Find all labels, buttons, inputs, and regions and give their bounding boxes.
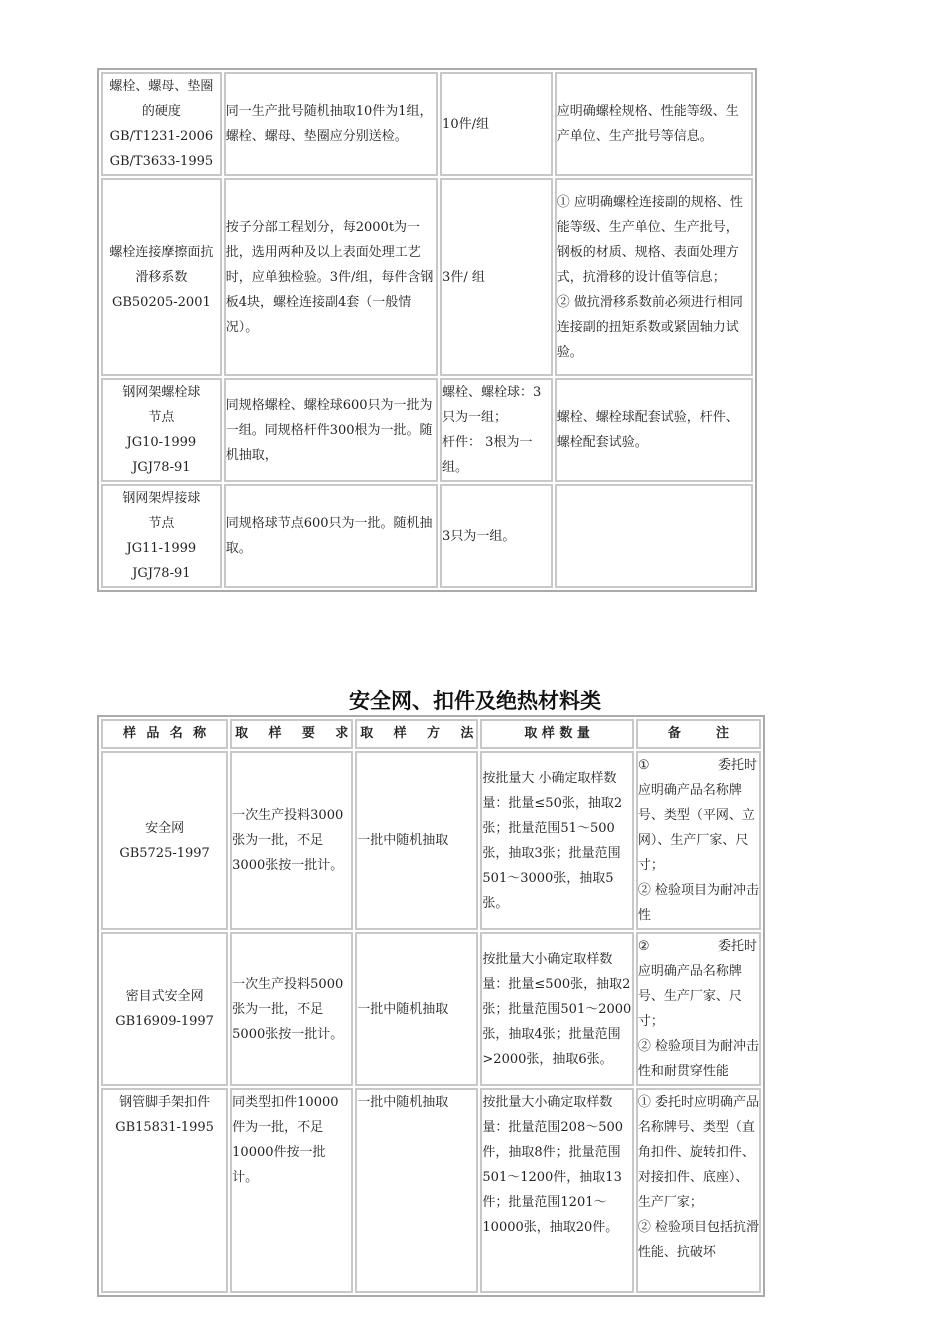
sample-name-line: 的硬度 bbox=[141, 104, 181, 119]
quantity-cell: 10件/组 bbox=[440, 72, 553, 176]
standard-code: GB/T1231-2006 bbox=[109, 129, 214, 144]
table-row bbox=[101, 178, 753, 376]
table-row bbox=[101, 1088, 761, 1293]
standard-code: JGJ78-91 bbox=[132, 460, 191, 475]
method-cell: 一批中随机抽取 bbox=[355, 1088, 478, 1293]
safety-net-table bbox=[97, 715, 765, 1297]
requirement-cell: 同规格螺栓、螺栓球600只为一批为一组。同规格杆件300根为一批。随机抽取， bbox=[224, 378, 438, 482]
quantity-cell: 按批量大 小确定取样数量：批量≤50张，抽取2张；批量范围51～500张，抽取3张；批量范围501～3000张，抽取5张。 bbox=[480, 751, 633, 930]
requirement-cell: 同规格球节点600只为一批。随机抽取。 bbox=[224, 484, 438, 588]
requirement-cell: 按子分部工程划分，每2000t为一批，选用两种及以上表面处理工艺时，应单独检验。3件/组，每件含钢板4块，螺栓连接副4套（一般情况）。 bbox=[224, 178, 438, 376]
sample-name-line: 钢管脚手架扣件 bbox=[119, 1095, 211, 1110]
quantity-cell: 3件/ 组 bbox=[440, 178, 553, 376]
sample-name-cell bbox=[101, 932, 228, 1086]
quantity-cell: 按批量大小确定取样数量：批量≤500张，抽取2张；批量范围501～2000张，抽取4张；批量范围>2000张，抽取6张。 bbox=[480, 932, 633, 1086]
standard-code: GB16909-1997 bbox=[115, 1014, 214, 1029]
requirement-cell: 同类型扣件10000件为一批，不足10000件按一批计。 bbox=[230, 1088, 353, 1293]
quantity-cell: 3只为一组。 bbox=[440, 484, 553, 588]
quantity-cell: 按批量大小确定取样数量：批量范围208～500件，抽取8件；批量范围501～1200件，抽取13件；批量范围1201～10000张，抽取20件。 bbox=[480, 1088, 633, 1293]
table-row bbox=[101, 932, 761, 1086]
header-note: 备 注 bbox=[636, 719, 761, 749]
standard-code: GB15831-1995 bbox=[115, 1120, 214, 1135]
header-sample-name: 样 品 名 称 bbox=[101, 719, 228, 749]
note-cell: ① 委托时 应明确产品名称牌号、类型（平网、立网）、生产厂家、尺寸； ② 检验项目为耐冲击性 bbox=[636, 751, 761, 930]
sample-name-line: 节点 bbox=[148, 516, 175, 531]
header-method: 取 样 方 法 bbox=[355, 719, 478, 749]
table-row bbox=[101, 751, 761, 930]
sample-name-cell bbox=[101, 178, 222, 376]
sample-name-line: 钢网架螺栓球 bbox=[122, 385, 201, 400]
sample-name-line: 滑移系数 bbox=[135, 269, 188, 285]
sample-name-line: 钢网架焊接球 bbox=[122, 491, 201, 506]
header-quantity: 取 样 数 量 bbox=[480, 719, 633, 749]
table-row bbox=[101, 484, 753, 588]
sample-name-cell bbox=[101, 72, 222, 176]
standard-code: GB50205-2001 bbox=[111, 294, 211, 310]
note-cell: 应明确螺栓规格、性能等级、生产单位、生产批号等信息。 bbox=[555, 72, 753, 176]
sample-name-cell bbox=[101, 751, 228, 930]
note-cell: ① 应明确螺栓连接副的规格、性能等级、生产单位、生产批号，钢板的材质、规格、表面处理方式，抗滑移的设计值等信息； ② 做抗滑移系数前必须进行相同连接副的扭矩系数或紧固轴力试验。 bbox=[555, 178, 753, 376]
table-row bbox=[101, 72, 753, 176]
requirement-cell: 同一生产批号随机抽取10件为1组，螺栓、螺母、垫圈应分别送检。 bbox=[224, 72, 438, 176]
standard-code: JGJ78-91 bbox=[132, 566, 191, 581]
standard-code: GB/T3633-1995 bbox=[109, 154, 214, 169]
method-cell: 一批中随机抽取 bbox=[355, 932, 478, 1086]
sample-name-cell bbox=[101, 378, 222, 482]
note-cell: ① 委托时应明确产品名称牌号、类型（直角扣件、旋转扣件、对接扣件、底座）、生产厂家； ② 检验项目包括抗滑性能、抗破坏 bbox=[636, 1088, 761, 1293]
requirement-cell: 一次生产投料3000张为一批，不足3000张按一批计。 bbox=[230, 751, 353, 930]
standard-code: JG10-1999 bbox=[126, 435, 197, 450]
section-title: 安全网、扣件及绝热材料类 bbox=[349, 689, 601, 713]
sample-name-line: 螺栓、螺母、垫圈 bbox=[109, 79, 214, 94]
sample-name-line: 密目式安全网 bbox=[125, 989, 204, 1004]
sample-name-cell bbox=[101, 1088, 228, 1293]
sample-name-line: 节点 bbox=[148, 410, 175, 425]
header-requirement: 取 样 要 求 bbox=[230, 719, 353, 749]
method-cell: 一批中随机抽取 bbox=[355, 751, 478, 930]
table-row bbox=[101, 378, 753, 482]
note-cell: ② 委托时 应明确产品名称牌号、生产厂家、尺寸； ② 检验项目为耐冲击性和耐贯穿性能 bbox=[636, 932, 761, 1086]
standard-code: JG11-1999 bbox=[126, 541, 197, 556]
requirement-cell: 一次生产投料5000张为一批，不足5000张按一批计。 bbox=[230, 932, 353, 1086]
header-row bbox=[101, 719, 761, 749]
quantity-cell: 螺栓、螺栓球：3只为一组； 杆件： 3根为一组。 bbox=[440, 378, 553, 482]
sample-name-line: 安全网 bbox=[145, 820, 185, 836]
note-cell bbox=[555, 484, 753, 588]
note-cell: 螺栓、螺栓球配套试验，杆件、螺栓配套试验。 bbox=[555, 378, 753, 482]
standard-code: GB5725-1997 bbox=[119, 845, 210, 861]
steel-fastener-table bbox=[97, 68, 757, 592]
sample-name-line: 螺栓连接摩擦面抗 bbox=[109, 244, 214, 260]
sample-name-cell bbox=[101, 484, 222, 588]
